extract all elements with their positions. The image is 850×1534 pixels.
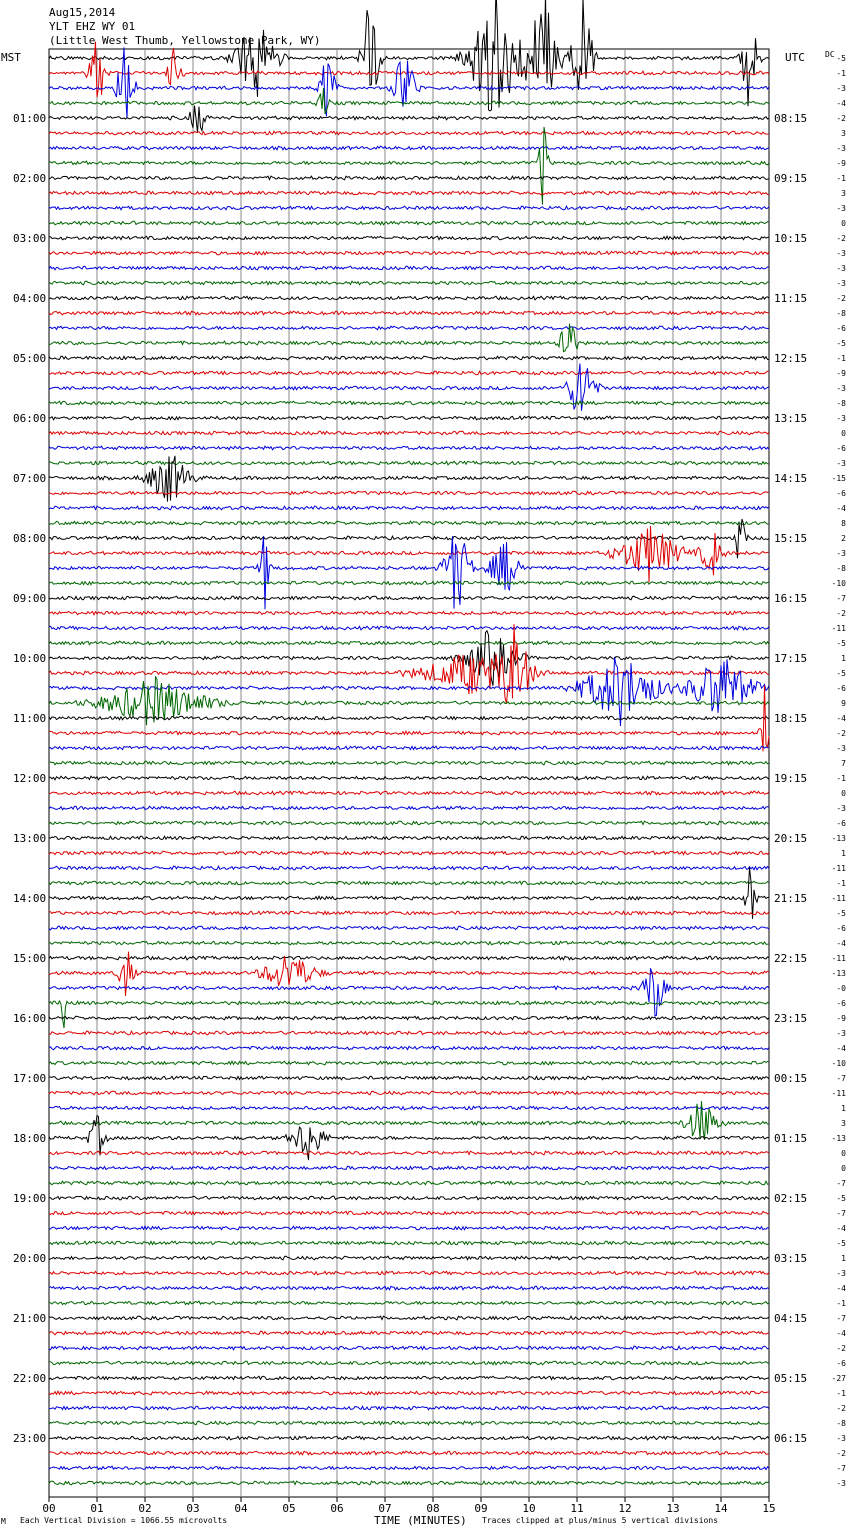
chart-location: (Little West Thumb, Yellowstone Park, WY): [49, 34, 321, 47]
dc-offset-label: -5: [836, 639, 846, 648]
chart-station: YLT EHZ WY 01: [49, 20, 136, 33]
trace-row: [49, 526, 769, 582]
x-tick-label: 11: [570, 1502, 584, 1515]
left-timezone-label: MST: [1, 51, 21, 64]
trace-row: [49, 326, 769, 330]
dc-offset-label: -4: [836, 939, 846, 948]
dc-offset-label: -4: [836, 1329, 846, 1338]
dc-offset-labels: [832, 54, 847, 1488]
hour-label-right: 21:15: [774, 892, 808, 905]
dc-offset-label: -15: [831, 474, 846, 483]
hour-label-left: 20:00: [13, 1252, 47, 1265]
trace-row: [49, 311, 769, 315]
trace-row: [49, 1001, 769, 1028]
trace-row: [49, 176, 769, 180]
dc-offset-label: 0: [841, 1164, 846, 1173]
dc-offset-label: -4: [836, 714, 846, 723]
dc-offset-label: -7: [836, 1464, 846, 1473]
trace-row: [49, 581, 769, 585]
dc-offset-label: -4: [836, 1284, 846, 1293]
dc-offset-label: 8: [841, 519, 846, 528]
trace-row: [49, 968, 769, 1016]
dc-offset-label: -7: [836, 594, 846, 603]
hour-label-left: 05:00: [13, 352, 47, 365]
dc-offset-label: 1: [841, 849, 846, 858]
trace-row: [49, 776, 769, 780]
trace-row: [49, 1241, 769, 1245]
trace-row: [49, 1391, 769, 1395]
hour-label-right: 23:15: [774, 1012, 808, 1025]
trace-row: [49, 1421, 769, 1425]
trace-row: [49, 1271, 769, 1275]
trace-row: [49, 1331, 769, 1335]
plot-frame: [49, 49, 769, 1497]
dc-offset-label: 7: [841, 759, 846, 768]
hour-label-right: 22:15: [774, 952, 808, 965]
trace-row: [49, 926, 769, 930]
hour-label-right: 12:15: [774, 352, 808, 365]
hour-label-left: 14:00: [13, 892, 47, 905]
hour-label-left: 03:00: [13, 232, 47, 245]
trace-row: [49, 851, 769, 855]
dc-offset-label: -5: [836, 909, 846, 918]
trace-row: [49, 461, 769, 465]
dc-offset-label: -3: [836, 549, 846, 558]
dc-offset-label: 1: [841, 1254, 846, 1263]
trace-row: [49, 296, 769, 300]
hour-label-right: 14:15: [774, 472, 808, 485]
hour-label-left: 21:00: [13, 1312, 47, 1325]
hour-label-right: 20:15: [774, 832, 808, 845]
dc-offset-label: -7: [836, 1074, 846, 1083]
hour-label-right: 19:15: [774, 772, 808, 785]
minute-gridlines: [49, 49, 769, 1497]
dc-offset-label: -2: [836, 1344, 846, 1353]
trace-row: [49, 1196, 769, 1200]
footer-scale-note: Each Vertical Division = 1066.55 microvolts: [20, 1516, 228, 1525]
dc-offset-label: -13: [831, 969, 846, 978]
dc-offset-label: -4: [836, 504, 846, 513]
x-tick-label: 14: [714, 1502, 728, 1515]
hour-label-right: 06:15: [774, 1432, 808, 1445]
hour-label-right: 04:15: [774, 1312, 808, 1325]
trace-row: [49, 596, 769, 600]
trace-row: [49, 1316, 769, 1320]
trace-row: [49, 506, 769, 510]
hour-label-right: 08:15: [774, 112, 808, 125]
hour-label-left: 18:00: [13, 1132, 47, 1145]
hour-label-right: 01:15: [774, 1132, 808, 1145]
hour-label-left: 17:00: [13, 1072, 47, 1085]
dc-offset-label: 0: [841, 789, 846, 798]
hour-label-left: 15:00: [13, 952, 47, 965]
dc-offset-label: -5: [836, 1239, 846, 1248]
hour-label-left: 02:00: [13, 172, 47, 185]
trace-row: [49, 1181, 769, 1185]
trace-row: [49, 1046, 769, 1050]
dc-offset-label: -2: [836, 294, 846, 303]
footer-clip-note: Traces clipped at plus/minus 5 vertical divisions: [482, 1516, 719, 1525]
trace-row: [49, 1346, 769, 1350]
dc-offset-label: -3: [836, 414, 846, 423]
dc-offset-label: 0: [841, 219, 846, 228]
hour-label-right: 00:15: [774, 1072, 808, 1085]
dc-offset-label: -11: [831, 894, 846, 903]
dc-offset-label: -5: [836, 54, 846, 63]
x-tick-label: 09: [474, 1502, 488, 1515]
hour-label-right: 17:15: [774, 652, 808, 665]
dc-offset-label: -3: [836, 1029, 846, 1038]
dc-offset-label: -3: [836, 459, 846, 468]
footer-corner-mark: M: [1, 1517, 6, 1526]
dc-offset-label: -1: [836, 69, 846, 78]
hour-label-left: 13:00: [13, 832, 47, 845]
dc-offset-label: -11: [831, 954, 846, 963]
dc-offset-label: 0: [841, 429, 846, 438]
dc-offset-label: 1: [841, 1104, 846, 1113]
trace-row: [49, 881, 769, 885]
hour-label-left: 23:00: [13, 1432, 47, 1445]
x-axis: [42, 1497, 775, 1515]
trace-row: [49, 1466, 769, 1470]
dc-offset-label: -6: [836, 489, 846, 498]
x-tick-label: 08: [426, 1502, 440, 1515]
trace-row: [49, 806, 769, 810]
dc-offset-label: 9: [841, 699, 846, 708]
x-tick-label: 10: [522, 1502, 536, 1515]
x-tick-label: 01: [90, 1502, 104, 1515]
hour-label-left: 09:00: [13, 592, 47, 605]
dc-offset-label: 3: [841, 129, 846, 138]
trace-row: [49, 1211, 769, 1215]
dc-offset-label: -1: [836, 879, 846, 888]
dc-offset-label: 2: [841, 534, 846, 543]
hour-label-right: 16:15: [774, 592, 808, 605]
hour-label-left: 11:00: [13, 712, 47, 725]
hour-label-right: 05:15: [774, 1372, 808, 1385]
trace-row: [49, 146, 769, 150]
dc-offset-label: -6: [836, 924, 846, 933]
dc-offset-label: -3: [836, 1269, 846, 1278]
trace-group: [49, 0, 769, 1485]
dc-offset-label: -7: [836, 1314, 846, 1323]
trace-row: [49, 866, 769, 870]
dc-offset-label: -1: [836, 354, 846, 363]
trace-row: [49, 266, 769, 270]
hour-label-left: 08:00: [13, 532, 47, 545]
dc-offset-label: -5: [836, 669, 846, 678]
dc-offset-label: -3: [836, 804, 846, 813]
dc-offset-label: -3: [836, 1479, 846, 1488]
dc-offset-label: -2: [836, 609, 846, 618]
dc-offset-label: -2: [836, 1449, 846, 1458]
dc-offset-label: -4: [836, 1224, 846, 1233]
trace-row: [49, 1451, 769, 1455]
hour-label-left: 16:00: [13, 1012, 47, 1025]
hour-label-left: 07:00: [13, 472, 47, 485]
hour-label-right: 03:15: [774, 1252, 808, 1265]
hour-label-left: 10:00: [13, 652, 47, 665]
dc-offset-label: -1: [836, 1389, 846, 1398]
trace-row: [49, 1076, 769, 1080]
dc-offset-label: -3: [836, 264, 846, 273]
x-axis-label: TIME (MINUTES): [374, 1514, 467, 1527]
x-tick-label: 13: [666, 1502, 680, 1515]
trace-row: [49, 521, 769, 525]
trace-row: [49, 746, 769, 750]
dc-offset-label: -3: [836, 204, 846, 213]
dc-offset-label: -7: [836, 1209, 846, 1218]
dc-offset-label: 3: [841, 1119, 846, 1128]
dc-offset-label: -9: [836, 369, 846, 378]
trace-row: [49, 1031, 769, 1035]
trace-row: [49, 236, 769, 240]
dc-offset-label: -11: [831, 864, 846, 873]
hour-label-left: 06:00: [13, 412, 47, 425]
trace-row: [49, 1436, 769, 1440]
trace-row: [49, 221, 769, 225]
dc-offset-label: -3: [836, 384, 846, 393]
hour-label-left: 04:00: [13, 292, 47, 305]
trace-row: [49, 431, 769, 435]
dc-offset-label: -10: [831, 1059, 846, 1068]
dc-offset-label: -6: [836, 444, 846, 453]
trace-row: [49, 1301, 769, 1305]
dc-offset-label: -5: [836, 339, 846, 348]
dc-offset-label: -11: [831, 624, 846, 633]
x-tick-label: 05: [282, 1502, 296, 1515]
trace-row: [49, 1106, 769, 1110]
dc-offset-label: -4: [836, 99, 846, 108]
dc-offset-label: -8: [836, 399, 846, 408]
hour-label-left: 12:00: [13, 772, 47, 785]
dc-offset-label: -8: [836, 309, 846, 318]
trace-row: [49, 911, 769, 915]
trace-row: [49, 1151, 769, 1155]
chart-date: Aug15,2014: [49, 6, 116, 19]
right-timezone-label: UTC: [785, 51, 805, 64]
dc-offset-label: -2: [836, 234, 846, 243]
trace-row: [49, 626, 769, 630]
trace-row: [49, 941, 769, 945]
x-tick-label: 15: [762, 1502, 776, 1515]
trace-row: [49, 821, 769, 825]
trace-row: [49, 868, 769, 919]
trace-row: [49, 401, 769, 405]
dc-offset-label: 1: [841, 654, 846, 663]
trace-row: [49, 416, 769, 420]
x-tick-label: 06: [330, 1502, 344, 1515]
hour-label-right: 15:15: [774, 532, 808, 545]
trace-row: [49, 251, 769, 255]
hour-label-right: 11:15: [774, 292, 808, 305]
trace-row: [49, 1166, 769, 1170]
dc-offset-label: -6: [836, 684, 846, 693]
hour-label-right: 13:15: [774, 412, 808, 425]
x-tick-label: 02: [138, 1502, 152, 1515]
trace-row: [49, 42, 769, 98]
dc-offset-label: -3: [836, 744, 846, 753]
dc-offset-label: -7: [836, 1179, 846, 1188]
trace-row: [49, 1481, 769, 1485]
trace-row: [49, 1406, 769, 1410]
trace-row: [49, 956, 769, 960]
trace-row: [49, 1016, 769, 1020]
dc-offset-label: -13: [831, 834, 846, 843]
x-tick-label: 04: [234, 1502, 248, 1515]
dc-offset-label: -3: [836, 1434, 846, 1443]
trace-row: [49, 371, 769, 375]
dc-offset-label: -11: [831, 1089, 846, 1098]
dc-offset-label: -9: [836, 159, 846, 168]
trace-row: [49, 206, 769, 210]
trace-row: [49, 446, 769, 450]
dc-offset-label: 3: [841, 189, 846, 198]
trace-row: [49, 281, 769, 285]
x-tick-label: 03: [186, 1502, 200, 1515]
hour-label-right: 02:15: [774, 1192, 808, 1205]
dc-offset-label: -6: [836, 819, 846, 828]
hour-label-left: 01:00: [13, 112, 47, 125]
dc-offset-label: -3: [836, 144, 846, 153]
x-tick-label: 00: [42, 1502, 56, 1515]
hour-label-right: 10:15: [774, 232, 808, 245]
dc-offset-label: -9: [836, 1014, 846, 1023]
hour-label-left: 22:00: [13, 1372, 47, 1385]
trace-row: [49, 641, 769, 645]
hour-label-left: 19:00: [13, 1192, 47, 1205]
dc-offset-label: -1: [836, 1299, 846, 1308]
trace-row: [49, 761, 769, 765]
trace-row: [49, 1091, 769, 1095]
dc-offset-label: 0: [841, 1149, 846, 1158]
trace-row: [49, 631, 769, 686]
trace-row: [49, 1376, 769, 1380]
trace-row: [49, 131, 769, 135]
trace-row: [49, 611, 769, 615]
dc-offset-label: -8: [836, 564, 846, 573]
dc-offset-label: -2: [836, 729, 846, 738]
dc-offset-label: -3: [836, 249, 846, 258]
dc-offset-label: -2: [836, 1404, 846, 1413]
x-tick-label: 12: [618, 1502, 632, 1515]
trace-row: [49, 356, 769, 360]
trace-row: [49, 1226, 769, 1230]
trace-row: [49, 1101, 769, 1140]
dc-offset-label: -6: [836, 1359, 846, 1368]
dc-offset-label: -4: [836, 1044, 846, 1053]
dc-offset-label: -10: [831, 579, 846, 588]
dc-offset-label: -3: [836, 84, 846, 93]
trace-row: [49, 88, 769, 114]
dc-offset-label: -27: [831, 1374, 846, 1383]
dc-header-label: DC: [825, 50, 835, 59]
dc-offset-label: -0: [836, 984, 846, 993]
dc-offset-label: -6: [836, 324, 846, 333]
hour-label-right: 09:15: [774, 172, 808, 185]
trace-row: [49, 1256, 769, 1260]
trace-row: [49, 791, 769, 795]
dc-offset-label: -6: [836, 999, 846, 1008]
dc-offset-label: -2: [836, 114, 846, 123]
trace-row: [49, 0, 769, 111]
dc-offset-label: -13: [831, 1134, 846, 1143]
trace-row: [49, 1061, 769, 1065]
trace-row: [49, 106, 769, 133]
trace-row: [49, 716, 769, 720]
x-tick-label: 07: [378, 1502, 392, 1515]
dc-offset-label: -5: [836, 1194, 846, 1203]
hour-label-right: 18:15: [774, 712, 808, 725]
dc-offset-label: -3: [836, 279, 846, 288]
dc-offset-label: -1: [836, 774, 846, 783]
dc-offset-label: -8: [836, 1419, 846, 1428]
trace-row: [49, 191, 769, 195]
trace-row: [49, 1286, 769, 1290]
trace-row: [49, 1361, 769, 1365]
dc-offset-label: -1: [836, 174, 846, 183]
trace-row: [49, 836, 769, 840]
